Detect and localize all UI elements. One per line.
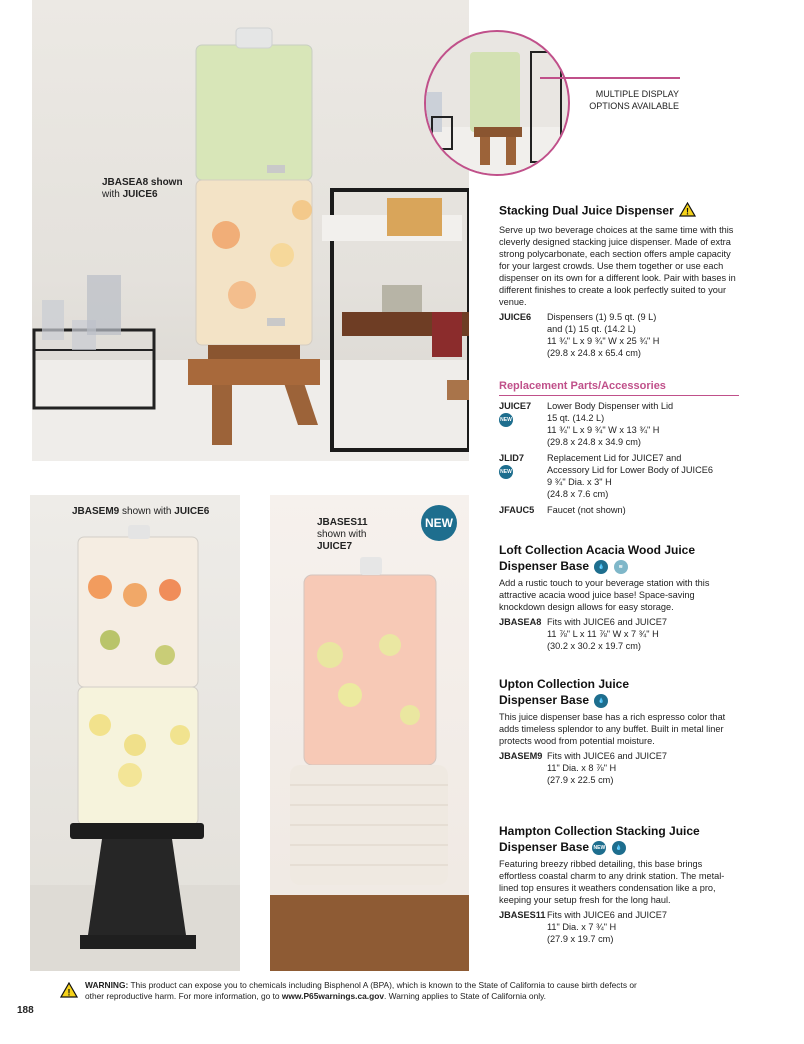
sku-details: Fits with JUICE6 and JUICE7 11" Dia. x 8 ⅞" H (27.9 x 22.5 cm) [547,751,667,785]
new-badge: NEW [499,465,513,479]
sku-code: JUICE7 [499,401,532,411]
svg-text:!: ! [686,206,690,217]
product-loft-collection-base [499,542,739,652]
sku-details: Faucet (not shown) [547,505,626,515]
sku-details: Fits with JUICE6 and JUICE7 11" Dia. x 7 ¾" H (27.9 x 19.7 cm) [547,910,667,944]
sku-row [499,616,739,652]
water-drop-icon: 💧 [594,560,608,574]
inset-caption: MULTIPLE DISPLAY OPTIONS AVAILABLE [589,89,679,111]
sku-code: JFAUC5 [499,505,535,515]
sku-row [499,452,739,500]
upton-base-photo [30,495,240,971]
hampton-dispenser-illustration [270,495,469,971]
section-heading: Replacement Parts/Accessories [499,380,666,392]
sku-details: Dispensers (1) 9.5 qt. (9 L) and (1) 15 qt. (14.2 L) 11 ¾" L x 9 ¾" W x 25 ¾" H (29.8 x 24.8 x 65.4 cm) [547,312,660,358]
sku-details: Lower Body Dispenser with Lid 15 qt. (14.2 L) 11 ¾" L x 9 ¾" W x 13 ¾" H (29.8 x 24.8 x 34.9 cm) [547,401,674,447]
main-photo-caption: JBASEA8 shown with JUICE6 [102,177,183,200]
product-description: Add a rustic touch to your beverage station with this attractive acacia wood juice base! Space-saving knockdown design allows for easy storage. [499,578,710,612]
sku-code: JBASEA8 [499,617,542,627]
sku-code: JBASES11 [499,910,546,920]
left-photo-caption: JBASEM9 shown with JUICE6 [72,506,210,517]
sku-row [499,750,739,786]
water-drop-icon: 💧 [612,841,626,855]
inset-stand-illustration [426,32,568,174]
sku-row [499,909,739,945]
main-product-photo [32,0,469,461]
product-hampton-collection-base [499,823,739,945]
sku-row [499,504,739,516]
product-stacking-dual-juice-dispenser [499,202,739,359]
sku-details: Fits with JUICE6 and JUICE7 11 ⅞" L x 11 ⅞" W x 7 ¾" H (30.2 x 30.2 x 19.7 cm) [547,617,667,651]
page-number: 188 [17,1005,34,1016]
new-badge: NEW [421,505,457,541]
warning-triangle-icon [60,982,78,1003]
product-description: This juice dispenser base has a rich espresso color that adds timeless splendor to any buffet. Built in metal liner protects wood from potential moisture. [499,712,726,746]
new-badge: NEW [592,841,606,855]
sku-code: JLID7 [499,453,525,463]
svg-text:!: ! [67,987,71,998]
product-title: Upton Collection Juice Dispenser Base 💧 [499,677,630,707]
product-description: Serve up two beverage choices at the same time with this cleverly designed stacking juice dispenser. Made of extra strong polycarbonate, each section offers ample capacity for your largest crowds. Use them together or use each dispenser on its own for a different look. Pair with bases in different finishes to create a look perfectly suited to your venue. [499,225,736,307]
section-divider [499,395,739,396]
replacement-parts-section [499,380,739,516]
prop65-warning: WARNING: This product can expose you to chemicals including Bisphenol A (BPA), which is known to the State of California to cause birth defects or other reproductive harm. For more information, go to www.P65warnings.ca.gov. Warning applies to State of California only. [85,980,637,1001]
inset-pointer-line [540,77,680,79]
warning-link[interactable]: www.P65warnings.ca.gov [281,991,384,1001]
product-title: Loft Collection Acacia Wood Juice Dispenser Base 💧 ≋ [499,543,696,573]
product-upton-collection-base [499,676,739,786]
water-drop-icon: 💧 [594,694,608,708]
warning-triangle-icon [679,202,696,221]
upton-dispenser-illustration [30,495,240,971]
new-badge: NEW [499,413,513,427]
product-title: Hampton Collection Stacking Juice Dispenser Base NEW 💧 [499,824,700,854]
inset-display-photo [424,30,570,176]
sku-details: Replacement Lid for JUICE7 and Accessory Lid for Lower Body of JUICE6 9 ¾" Dia. x 3" H (24.8 x 7.6 cm) [547,453,713,499]
sku-row [499,400,739,448]
wave-icon: ≋ [614,560,628,574]
sku-code: JBASEM9 [499,751,543,761]
stacking-dispenser-illustration [32,0,469,461]
product-description: Featuring breezy ribbed detailing, this base brings effortless coastal charm to any drink station. The metal-lined top ensures it weathers condensation like a pro, keeping your setup fresh for the long haul. [499,859,725,905]
mid-photo-caption: JBASES11 shown with JUICE7 [317,517,368,552]
product-title: Stacking Dual Juice Dispenser ! [499,202,739,221]
sku-row [499,311,739,359]
sku-code: JUICE6 [499,312,532,322]
hampton-base-photo [270,495,469,971]
